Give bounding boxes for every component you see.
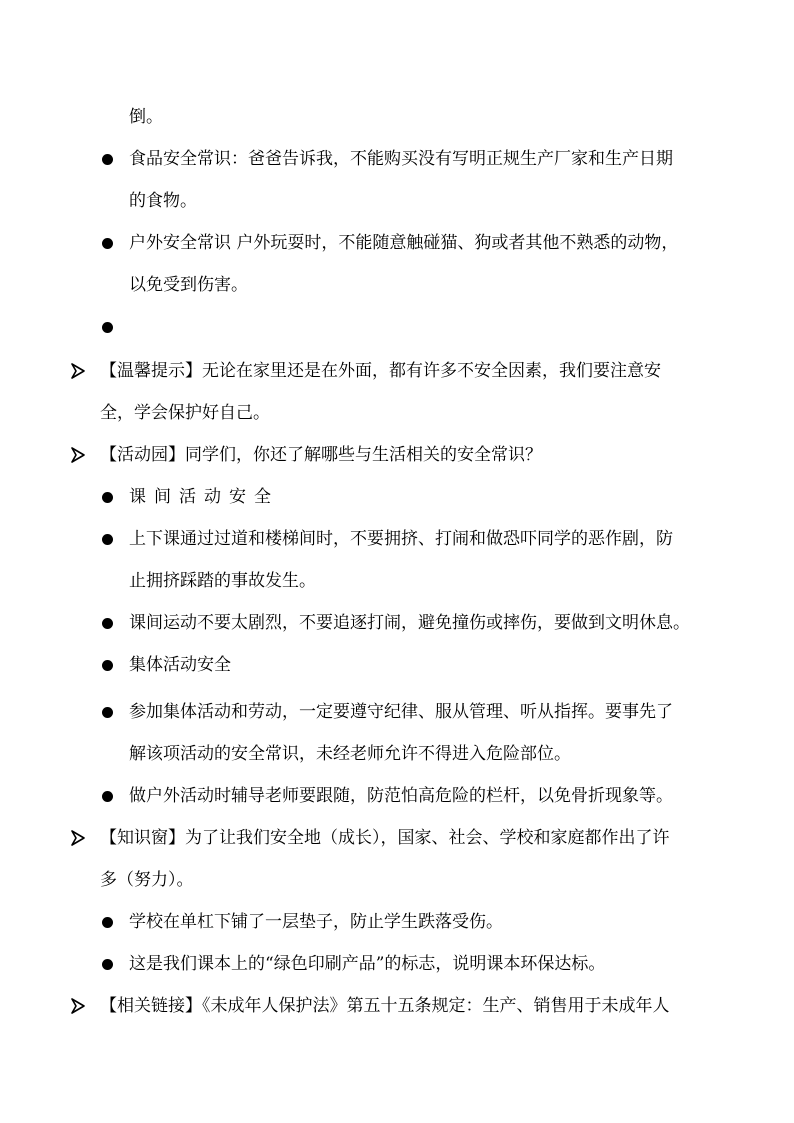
bullet-dot — [102, 917, 113, 928]
text-line: 【相关链接】《未成年人保护法》第五十五条规定：生产、销售用于未成年人 — [100, 996, 670, 1016]
bullet-dot — [102, 959, 113, 970]
text-line: 全，学会保护好自己。 — [100, 403, 270, 423]
text-line: 【知识窗】为了让我们安全地（成长），国家、社会、学校和家庭都作出了许 — [100, 828, 670, 848]
text-line: 以免受到伤害。 — [129, 275, 248, 295]
text-line: 倒。 — [129, 107, 163, 127]
bullet-dot — [102, 660, 113, 671]
arrow-bullet-icon — [71, 830, 85, 846]
text-line: 学校在单杠下铺了一层垫子，防止学生跌落受伤。 — [129, 912, 503, 932]
bullet-dot — [102, 492, 113, 503]
text-line: 止拥挤踩踏的事故发生。 — [129, 571, 316, 591]
text-line: 【温馨提示】无论在家里还是在外面，都有许多不安全因素，我们要注意安 — [100, 361, 661, 381]
bullet-dot — [102, 534, 113, 545]
bullet-dot — [102, 707, 113, 718]
text-line: 课间运动不要太剧烈，不要追逐打闹，避免撞伤或摔伤，要做到文明休息。 — [129, 613, 690, 633]
text-line: 户外安全常识 户外玩耍时，不能随意触碰猫、狗或者其他不熟悉的动物， — [129, 233, 679, 253]
text-line: 的食物。 — [129, 191, 197, 211]
bullet-dot — [102, 618, 113, 629]
text-line: 这是我们课本上的“绿色印刷产品”的标志，说明课本环保达标。 — [129, 954, 606, 974]
bullet-dot — [102, 791, 113, 802]
text-line: 上下课通过过道和楼梯间时，不要拥挤、打闹和做恐吓同学的恶作剧，防 — [129, 529, 673, 549]
text-line: 集体活动安全 — [129, 655, 231, 675]
text-line: 课间活动安全 — [129, 487, 279, 507]
text-line: 【活动园】同学们，你还了解哪些与生活相关的安全常识？ — [100, 445, 542, 465]
text-line: 解该项活动的安全常识，未经老师允许不得进入危险部位。 — [129, 744, 571, 764]
arrow-bullet-icon — [71, 998, 85, 1014]
bullet-dot — [102, 238, 113, 249]
arrow-bullet-icon — [71, 363, 85, 379]
text-line: 食品安全常识：爸爸告诉我，不能购买没有写明正规生产厂家和生产日期 — [129, 149, 673, 169]
text-line: 多（努力）。 — [100, 870, 194, 890]
bullet-dot — [102, 322, 113, 333]
arrow-bullet-icon — [71, 447, 85, 463]
bullet-dot — [102, 154, 113, 165]
text-line: 做户外活动时辅导老师要跟随，防范怕高危险的栏杆，以免骨折现象等。 — [129, 786, 673, 806]
text-line: 参加集体活动和劳动，一定要遵守纪律、服从管理、听从指挥。要事先了 — [129, 702, 673, 722]
